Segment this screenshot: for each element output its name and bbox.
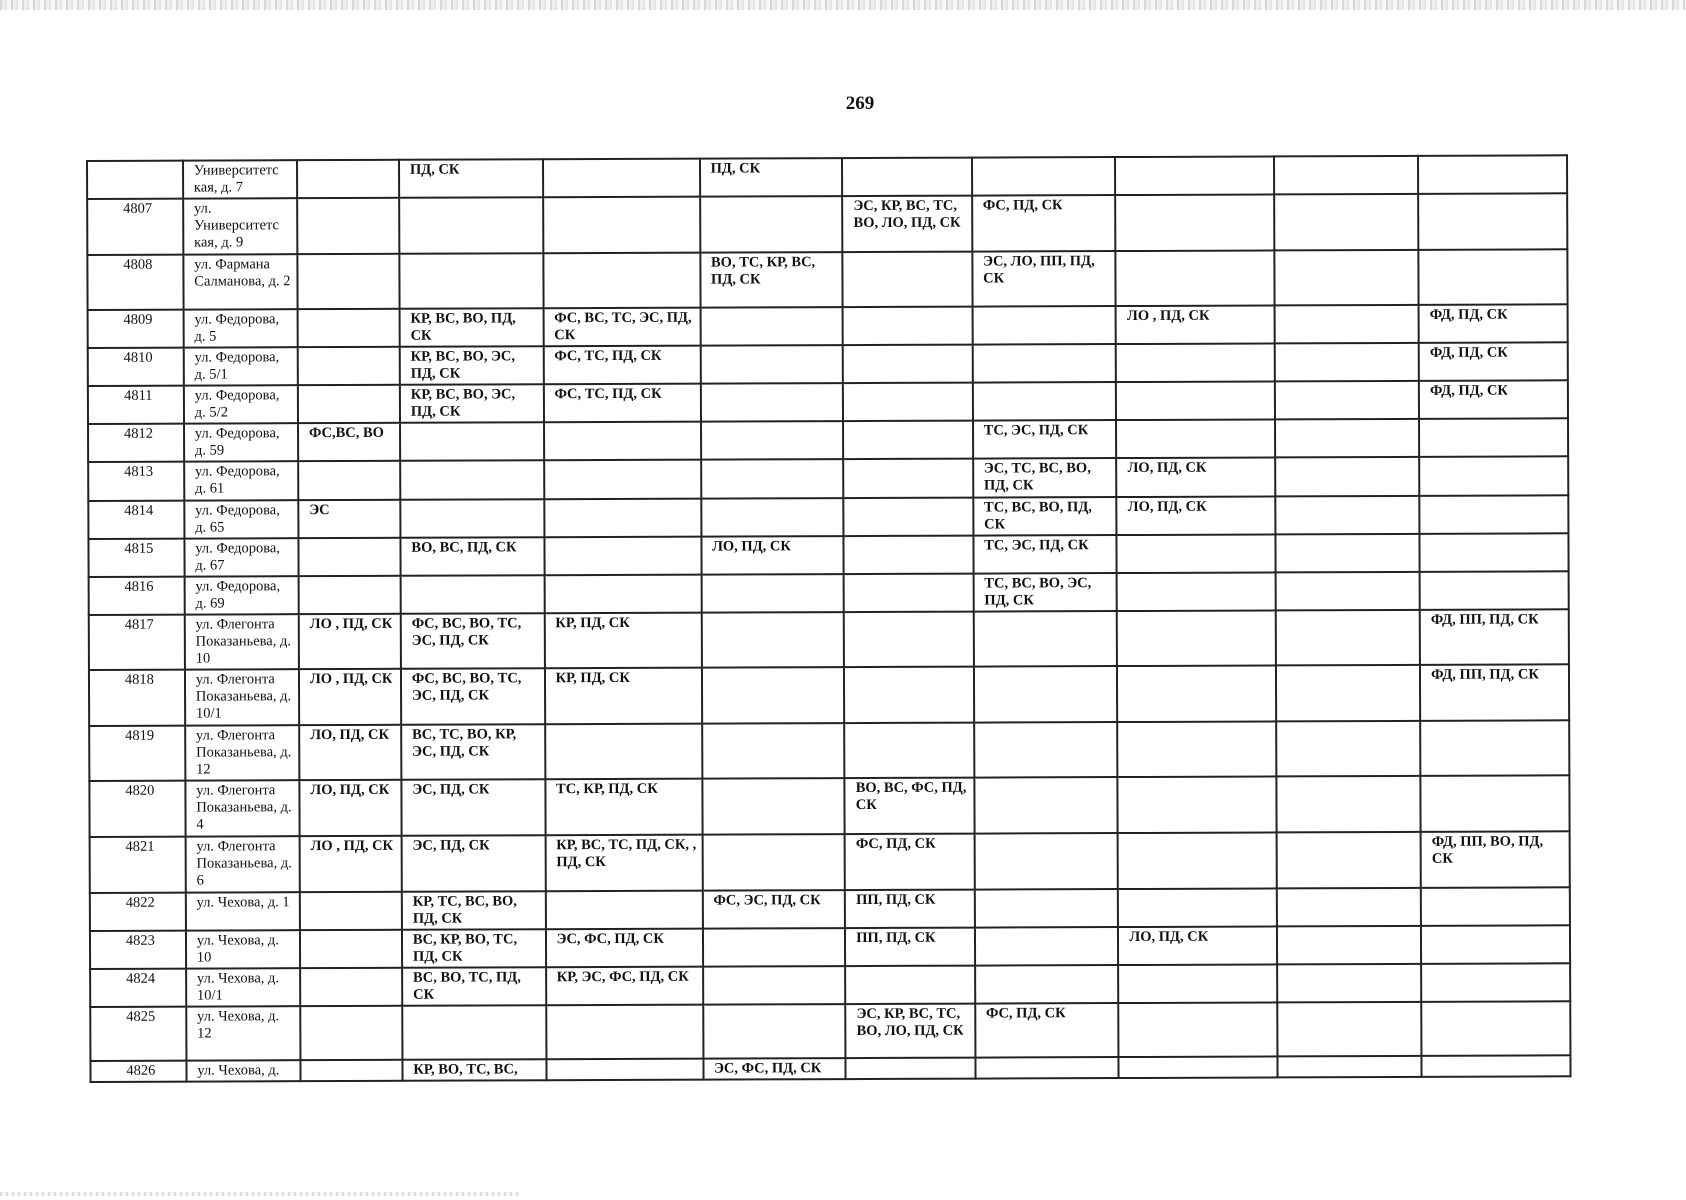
work-codes-cell — [700, 307, 843, 346]
work-codes-cell: ВО, ТС, КР, ВС, ПД, СК — [700, 252, 843, 308]
work-codes-cell: ЭС, ФС, ПД, СК — [703, 1058, 846, 1079]
work-codes-cell — [1116, 382, 1275, 421]
work-codes-cell — [703, 1004, 846, 1059]
work-codes-cell — [1116, 250, 1275, 306]
work-codes-cell — [1276, 572, 1420, 611]
work-codes-cell — [1278, 1056, 1422, 1077]
work-codes-cell: ФС, ТС, ПД, СК — [543, 384, 700, 423]
work-codes-cell: ЛО , ПД, СК — [300, 836, 402, 892]
work-codes-cell — [1277, 721, 1421, 777]
work-codes-cell — [400, 575, 544, 614]
address-cell: ул. Университетс кая, д. 9 — [183, 198, 297, 254]
table-row — [90, 925, 1570, 969]
record-number-cell: 4819 — [89, 725, 185, 781]
work-codes-cell: ПД, СК — [399, 159, 543, 198]
work-codes-cell: ПП, ПД, СК — [845, 927, 975, 966]
record-number-cell: 4820 — [89, 781, 185, 837]
work-codes-cell — [702, 778, 845, 834]
work-codes-cell — [298, 347, 400, 385]
work-codes-cell: ЭС, ПД, СК — [401, 780, 545, 836]
scan-edge-top — [0, 0, 1686, 10]
address-cell: ул. Флегонта Показаньева, д. 6 — [185, 836, 299, 892]
work-codes-cell: ФД, ПП, ПД, СК — [1420, 609, 1569, 665]
work-codes-cell: КР, ПД, СК — [545, 668, 702, 724]
work-codes-cell — [844, 667, 974, 723]
work-codes-cell — [701, 460, 844, 499]
work-codes-cell — [1115, 156, 1274, 195]
record-number-cell: 4812 — [88, 424, 184, 462]
work-codes-cell — [974, 777, 1118, 833]
work-codes-cell: КР, ВО, ТС, ВС, — [402, 1059, 546, 1080]
work-codes-cell — [1420, 720, 1569, 776]
work-codes-cell: ЭС, ФС, ПД, СК — [546, 928, 703, 967]
work-codes-cell: ЛО, ПД, СК — [299, 780, 401, 836]
work-codes-cell — [702, 723, 845, 779]
work-codes-cell — [400, 423, 544, 462]
work-codes-cell — [1117, 534, 1276, 573]
work-codes-cell — [297, 160, 399, 198]
work-codes-cell: ЭС — [298, 499, 400, 537]
table-row — [87, 155, 1567, 199]
page-number: 269 — [845, 93, 875, 114]
work-codes-cell — [1116, 194, 1275, 250]
work-codes-cell — [1275, 381, 1419, 420]
work-codes-cell — [701, 574, 844, 613]
work-codes-cell — [972, 344, 1116, 383]
work-codes-cell — [400, 499, 544, 538]
table-row — [90, 887, 1570, 931]
work-codes-cell — [1421, 963, 1570, 1002]
work-codes-cell — [1275, 305, 1419, 344]
work-codes-cell: ТС, ВС, ВО, ПД, СК — [973, 497, 1117, 536]
work-codes-cell — [298, 461, 400, 499]
work-codes-cell: КР, ТС, ВС, ВО, ПД, СК — [402, 891, 546, 930]
work-codes-cell — [1422, 1056, 1571, 1077]
work-codes-cell: ВО, ВС, ФС, ПД, СК — [845, 778, 975, 834]
work-codes-cell — [545, 723, 702, 779]
work-codes-cell — [1277, 776, 1421, 832]
work-codes-cell — [300, 1005, 402, 1060]
address-cell: ул. Федорова, д. 5/2 — [184, 386, 298, 425]
work-codes-cell — [1277, 925, 1421, 964]
work-codes-cell — [702, 667, 845, 723]
record-number-cell: 4808 — [87, 254, 183, 310]
record-number-cell: 4817 — [89, 614, 185, 670]
work-codes-cell: КР, ВС, ВО, ПД, СК — [399, 308, 543, 347]
work-codes-cell — [1274, 156, 1418, 195]
work-codes-cell — [297, 253, 399, 309]
work-codes-cell — [1421, 887, 1570, 926]
work-codes-cell: ТС, ЭС, ПД, СК — [973, 420, 1117, 459]
work-codes-cell — [1118, 721, 1277, 777]
work-codes-cell — [543, 159, 700, 198]
record-number-cell: 4824 — [90, 968, 186, 1006]
work-codes-cell — [700, 345, 843, 384]
work-codes-cell — [703, 928, 846, 967]
work-codes-cell — [844, 573, 974, 612]
work-codes-cell — [1276, 457, 1420, 496]
work-codes-cell — [1418, 249, 1567, 305]
work-codes-cell — [544, 498, 701, 537]
work-codes-cell — [846, 1058, 976, 1079]
work-codes-cell — [1117, 666, 1276, 722]
work-codes-cell: ФД, ПП, ВО, ПД, СК — [1421, 831, 1570, 887]
work-codes-cell — [843, 459, 973, 498]
table-row — [89, 720, 1569, 781]
work-codes-cell — [300, 1060, 402, 1081]
work-codes-cell: ФС, ПД, СК — [845, 834, 975, 890]
work-codes-cell — [1421, 925, 1570, 964]
table-row — [89, 665, 1569, 726]
address-cell: ул. Флегонта Показаньева, д. 4 — [185, 781, 299, 837]
work-codes-cell: ВО, ВС, ПД, СК — [400, 537, 544, 576]
work-codes-cell: ВС, ТС, ВО, КР, ЭС, ПД, СК — [401, 724, 545, 780]
work-codes-cell — [700, 196, 843, 252]
address-cell: ул. Федорова, д. 61 — [184, 462, 298, 501]
record-number-cell: 4809 — [88, 310, 184, 348]
table-row — [88, 304, 1568, 348]
work-codes-cell — [975, 927, 1119, 966]
work-codes-cell: ПП, ПД, СК — [845, 889, 975, 928]
work-codes-cell — [844, 722, 974, 778]
table-row — [89, 776, 1569, 837]
work-codes-cell — [1418, 155, 1567, 194]
work-codes-cell — [973, 382, 1117, 421]
work-codes-cell: ЛО, ПД, СК — [1117, 458, 1276, 497]
work-codes-cell — [544, 422, 701, 461]
work-codes-cell — [298, 537, 400, 575]
table-row — [90, 831, 1570, 892]
record-number-cell: 4811 — [88, 386, 184, 424]
work-codes-cell — [1419, 457, 1568, 496]
work-codes-cell — [701, 612, 844, 668]
work-codes-cell: ФС, ВС, ВО, ТС, ЭС, ПД, СК — [401, 613, 545, 669]
record-number-cell: 4813 — [88, 462, 184, 500]
record-number-cell: 4826 — [90, 1061, 186, 1082]
work-codes-cell — [399, 197, 543, 253]
work-codes-cell — [298, 385, 400, 423]
work-codes-cell: ЛО, ПД, СК — [701, 536, 844, 575]
work-codes-cell — [975, 889, 1119, 928]
work-codes-cell — [1419, 419, 1568, 458]
work-codes-cell: ФС, ЭС, ПД, СК — [702, 890, 845, 929]
table-row — [90, 1001, 1570, 1061]
work-codes-cell — [1420, 571, 1569, 610]
table-row — [88, 457, 1568, 501]
address-cell: ул. Федорова, д. 59 — [184, 424, 298, 463]
work-codes-cell — [1277, 832, 1421, 888]
work-codes-cell — [1117, 610, 1276, 666]
address-cell: ул. Чехова, д. 12 — [186, 1006, 300, 1061]
table-row — [88, 495, 1568, 539]
work-codes-cell — [297, 198, 399, 254]
work-codes-cell — [1116, 420, 1275, 459]
table-row — [88, 381, 1568, 425]
work-codes-cell — [1118, 888, 1277, 927]
work-codes-cell — [972, 306, 1116, 345]
work-codes-cell: ФС, ТС, ПД, СК — [543, 346, 700, 385]
address-cell: ул. Флегонта Показаньева, д. 10/1 — [185, 669, 299, 725]
work-codes-cell: ВС, КР, ВО, ТС, ПД, СК — [402, 929, 546, 968]
work-codes-cell — [844, 611, 974, 667]
work-codes-cell — [543, 252, 700, 308]
work-codes-cell — [1276, 665, 1420, 721]
work-codes-cell — [1275, 250, 1419, 306]
work-codes-cell: ФС, ПД, СК — [975, 1003, 1119, 1058]
address-cell: ул. Флегонта Показаньева, д. 12 — [185, 725, 299, 781]
work-codes-cell: ЭС, ТС, ВС, ВО, ПД, СК — [973, 458, 1117, 497]
record-number-cell: 4814 — [88, 500, 184, 538]
work-codes-cell — [1276, 610, 1420, 666]
work-codes-cell — [703, 966, 846, 1005]
work-codes-cell: КР, ЭС, ФС, ПД, СК — [546, 966, 703, 1005]
table-body — [87, 155, 1571, 1082]
work-codes-cell — [402, 1005, 546, 1060]
work-codes-cell — [1118, 777, 1277, 833]
work-codes-cell: ТС, КР, ПД, СК — [545, 779, 702, 835]
work-codes-cell: ТС, ЭС, ПД, СК — [973, 535, 1117, 574]
work-codes-cell — [1119, 964, 1278, 1003]
work-codes-cell: ЛО, ПД, СК — [1117, 496, 1276, 535]
work-codes-cell — [843, 345, 973, 384]
work-codes-cell: ФД, ПД, СК — [1419, 343, 1568, 382]
address-cell: ул. Флегонта Показаньева, д. 10 — [185, 614, 299, 670]
address-cell: ул. Фармана Салманова, д. 2 — [183, 254, 297, 310]
work-codes-cell — [844, 497, 974, 536]
work-codes-cell — [544, 536, 701, 575]
scan-edge-bottom — [0, 1192, 520, 1196]
work-codes-cell — [972, 157, 1116, 196]
work-codes-cell — [546, 1059, 703, 1080]
work-codes-cell: ПД, СК — [700, 158, 843, 197]
table-row — [88, 533, 1568, 577]
record-number-cell — [87, 161, 183, 199]
work-codes-cell — [545, 890, 702, 929]
record-number-cell: 4825 — [90, 1006, 186, 1061]
work-codes-cell — [975, 1057, 1119, 1078]
address-cell: Университетс кая, д. 7 — [183, 160, 297, 199]
work-codes-cell — [399, 253, 543, 309]
address-cell: ул. Чехова, д. 1 — [186, 892, 300, 931]
work-codes-cell — [1275, 194, 1419, 250]
address-cell: ул. Федорова, д. 65 — [184, 500, 298, 539]
table-row — [89, 571, 1569, 615]
work-codes-cell — [1117, 572, 1276, 611]
address-cell: ул. Чехова, д. 10/1 — [186, 968, 300, 1007]
work-codes-cell — [300, 891, 402, 929]
work-codes-cell — [1278, 964, 1422, 1003]
table-row — [88, 419, 1568, 463]
work-codes-cell: ЭС, ЛО, ПП, ПД, СК — [972, 251, 1116, 307]
work-codes-cell — [974, 833, 1118, 889]
table-row — [90, 1056, 1570, 1082]
work-codes-cell — [544, 460, 701, 499]
work-codes-cell: ЭС, ПД, СК — [401, 835, 545, 891]
work-codes-cell — [400, 461, 544, 500]
table-row — [88, 343, 1568, 387]
work-codes-cell: ЛО, ПД, СК — [1118, 926, 1277, 965]
work-codes-cell: ФС, ВС, ВО, ТС, ЭС, ПД, СК — [401, 668, 545, 724]
record-number-cell: 4821 — [90, 837, 186, 893]
work-codes-cell: ВС, ВО, ТС, ПД, СК — [402, 967, 546, 1006]
work-codes-cell: ЭС, КР, ВС, ТС, ВО, ЛО, ПД, СК — [842, 196, 972, 252]
work-codes-cell — [1278, 1002, 1422, 1057]
record-number-cell: 4816 — [89, 576, 185, 614]
work-codes-cell: ФД, ПД, СК — [1419, 381, 1568, 420]
work-codes-cell — [843, 307, 973, 346]
work-codes-cell: ФС, ВС, ТС, ЭС, ПД, СК — [543, 308, 700, 347]
table-row — [87, 249, 1567, 310]
address-cell: ул. Федорова, д. 69 — [184, 576, 298, 615]
record-number-cell: 4810 — [88, 348, 184, 386]
work-codes-cell — [843, 383, 973, 422]
work-codes-cell — [1276, 495, 1420, 534]
work-codes-cell — [844, 535, 974, 574]
work-codes-cell: ЭС, КР, ВС, ТС, ВО, ЛО, ПД, СК — [846, 1003, 976, 1058]
work-codes-cell: ЛО, ПД, СК — [299, 725, 401, 781]
work-codes-cell — [1418, 193, 1567, 249]
work-codes-cell — [1275, 419, 1419, 458]
work-codes-cell — [974, 666, 1118, 722]
work-codes-cell — [1118, 832, 1277, 888]
work-codes-cell — [845, 965, 975, 1004]
work-codes-cell — [1420, 533, 1569, 572]
work-codes-cell: ТС, ВС, ВО, ЭС, ПД, СК — [973, 573, 1117, 612]
address-cell: ул. Федорова, д. 67 — [184, 538, 298, 577]
table-row — [89, 609, 1569, 670]
work-codes-cell — [1119, 1002, 1278, 1057]
address-cell: ул. Чехова, д. — [186, 1060, 300, 1081]
work-codes-cell — [298, 309, 400, 347]
works-schedule-table — [86, 154, 1572, 1083]
work-codes-cell — [1119, 1057, 1278, 1078]
work-codes-cell — [843, 251, 973, 307]
work-codes-cell — [1419, 495, 1568, 534]
address-cell: ул. Федорова, д. 5/1 — [184, 347, 298, 386]
work-codes-cell — [1421, 1001, 1570, 1056]
work-codes-cell — [973, 611, 1117, 667]
table-row — [87, 193, 1567, 254]
work-codes-cell: ФС,ВС, ВО — [298, 423, 400, 461]
work-codes-cell — [701, 421, 844, 460]
work-codes-cell — [843, 421, 973, 460]
work-codes-cell — [974, 722, 1118, 778]
work-codes-cell — [543, 197, 700, 253]
work-codes-cell: КР, ПД, СК — [544, 612, 701, 668]
work-codes-cell — [702, 834, 845, 890]
work-codes-cell: ФД, ПП, ПД, СК — [1420, 665, 1569, 721]
work-codes-cell — [299, 575, 401, 613]
record-number-cell: 4822 — [90, 892, 186, 930]
work-codes-cell — [701, 498, 844, 537]
record-number-cell: 4823 — [90, 930, 186, 968]
address-cell: ул. Чехова, д. 10 — [186, 930, 300, 969]
work-codes-cell — [300, 929, 402, 967]
work-codes-cell: ЛО , ПД, СК — [299, 669, 401, 725]
work-codes-cell — [546, 1004, 703, 1059]
work-codes-cell — [544, 574, 701, 613]
work-codes-cell: КР, ВС, ВО, ЭС, ПД, СК — [400, 346, 544, 385]
work-codes-cell: ФС, ПД, СК — [972, 195, 1116, 251]
work-codes-cell — [700, 383, 843, 422]
work-codes-cell — [300, 967, 402, 1005]
work-codes-cell — [842, 158, 972, 197]
table-row — [90, 963, 1570, 1007]
work-codes-cell: ЛО , ПД, СК — [1116, 306, 1275, 345]
work-codes-cell — [1421, 776, 1570, 832]
record-number-cell: 4818 — [89, 670, 185, 726]
address-cell: ул. Федорова, д. 5 — [183, 309, 297, 348]
work-codes-cell — [975, 965, 1119, 1004]
work-codes-cell — [1276, 533, 1420, 572]
record-number-cell: 4815 — [88, 538, 184, 576]
work-codes-cell — [1275, 343, 1419, 382]
work-codes-cell: ФД, ПД, СК — [1419, 304, 1568, 343]
work-codes-cell — [1116, 344, 1275, 383]
work-codes-cell: КР, ВС, ТС, ПД, СК, , ПД, СК — [545, 835, 702, 891]
record-number-cell: 4807 — [87, 199, 183, 255]
work-codes-cell: ЛО , ПД, СК — [299, 613, 401, 669]
work-codes-cell — [1277, 887, 1421, 926]
work-codes-cell: КР, ВС, ВО, ЭС, ПД, СК — [400, 385, 544, 424]
